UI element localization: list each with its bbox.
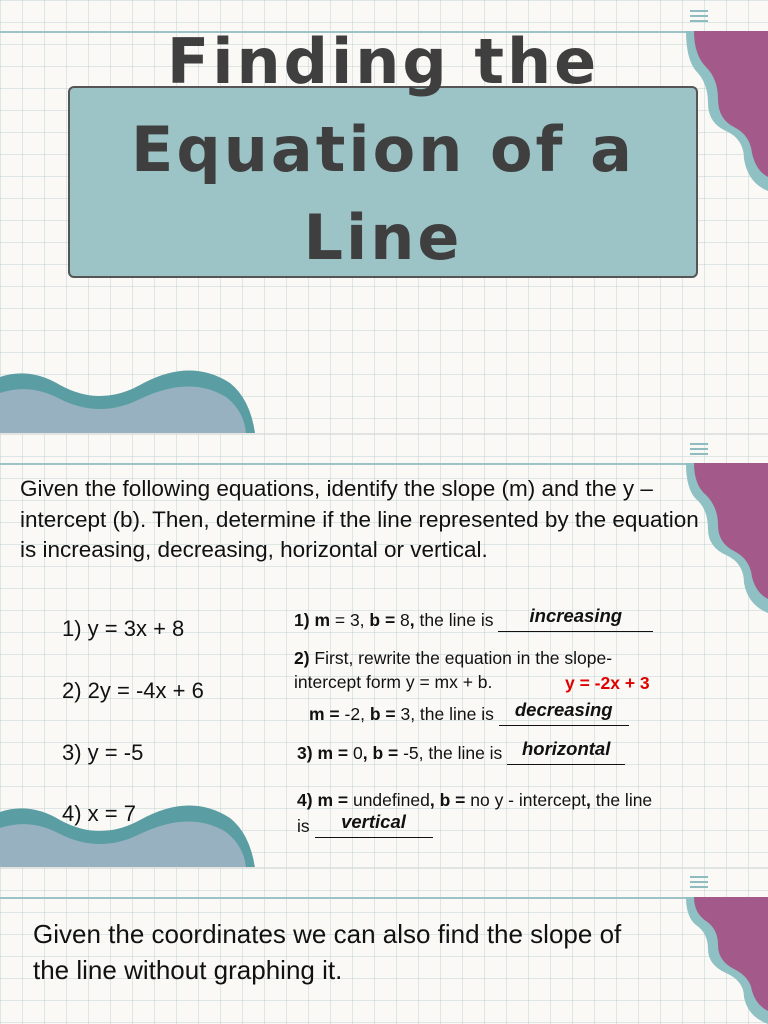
answer-number: 4) (297, 790, 313, 810)
slope-label: m = (309, 704, 340, 724)
comma: , (429, 790, 435, 810)
intercept-value: 8 (395, 610, 410, 630)
answer-value: vertical (341, 811, 406, 832)
intercept-value: 3, the line is (395, 704, 499, 724)
answer-text: the line (590, 790, 653, 810)
slope-label: m = (317, 743, 349, 763)
equation-4: 4) x = 7 (62, 801, 136, 826)
wave-decoration (0, 798, 255, 867)
top-rule (0, 463, 768, 465)
intercept-label: b = (372, 743, 399, 763)
practice-slide (0, 434, 768, 867)
comma: , (409, 610, 415, 630)
intercept-value: no y - intercept (465, 790, 586, 810)
answer-value: increasing (529, 605, 623, 626)
title-line-3: Line (303, 201, 463, 274)
slope-value: = 3, (330, 610, 370, 630)
answer-number: 3) (297, 743, 313, 763)
slope-value: -2, (339, 704, 370, 724)
equation-3: 3) y = -5 (62, 740, 144, 765)
comma: , (362, 743, 368, 763)
page-title (68, 18, 698, 282)
answer-text: intercept form y = mx + b. (294, 672, 493, 692)
answer-value: horizontal (521, 738, 611, 759)
answer-2-form (294, 672, 492, 693)
answer-blank-4 (315, 811, 433, 838)
answer-number: 1) (294, 610, 310, 630)
answer-text: is (297, 816, 315, 836)
rewritten-equation: y = -2x + 3 (565, 673, 650, 693)
slope-value: 0 (348, 743, 363, 763)
answer-blank-2 (499, 699, 629, 726)
intercept-label: b = (439, 790, 466, 810)
answer-3 (297, 738, 625, 765)
intercept-value: -5, the line is (398, 743, 508, 763)
slope-label: m (314, 610, 330, 630)
comma: , (586, 790, 591, 810)
instructions-text: Given the following equations, identify the slope (m) and the y – intercept (b). Then, determine if the line represented by the equation is increasing, decreasing, horizontal or vertical. (20, 476, 699, 562)
answer-blank-3 (507, 738, 625, 765)
coordinates-text: Given the coordinates we can also find the slope of the line without graphing it. (33, 919, 622, 985)
intercept-label: b = (369, 704, 396, 724)
wave-decoration (0, 363, 255, 433)
answer-1 (294, 605, 653, 632)
answer-blank-1 (498, 605, 653, 632)
slope-label: m = (317, 790, 349, 810)
answer-2 (309, 699, 629, 726)
coordinates-slide (0, 868, 768, 1024)
answer-text: First, rewrite the equation in the slope- (309, 648, 613, 668)
intercept-label: b = (369, 610, 396, 630)
equation-2: 2) 2y = -4x + 6 (62, 678, 204, 703)
menu-icon[interactable] (690, 876, 708, 888)
slope-value: undefined (348, 790, 430, 810)
menu-icon[interactable] (690, 443, 708, 455)
corner-scallop-decoration (686, 897, 768, 1024)
top-rule (0, 897, 768, 899)
answer-2-rewrite (294, 648, 612, 669)
answer-4-line2 (297, 811, 433, 838)
corner-scallop-decoration (686, 31, 768, 191)
answer-text: the line is (414, 610, 499, 630)
title-slide (0, 0, 768, 433)
title-line-1: Finding the (166, 25, 600, 98)
answer-4-line1 (297, 790, 652, 811)
equation-1: 1) y = 3x + 8 (62, 616, 185, 641)
answer-number: 2) (294, 648, 310, 668)
answer-value: decreasing (514, 699, 613, 720)
title-line-2: Equation of a (131, 113, 635, 186)
